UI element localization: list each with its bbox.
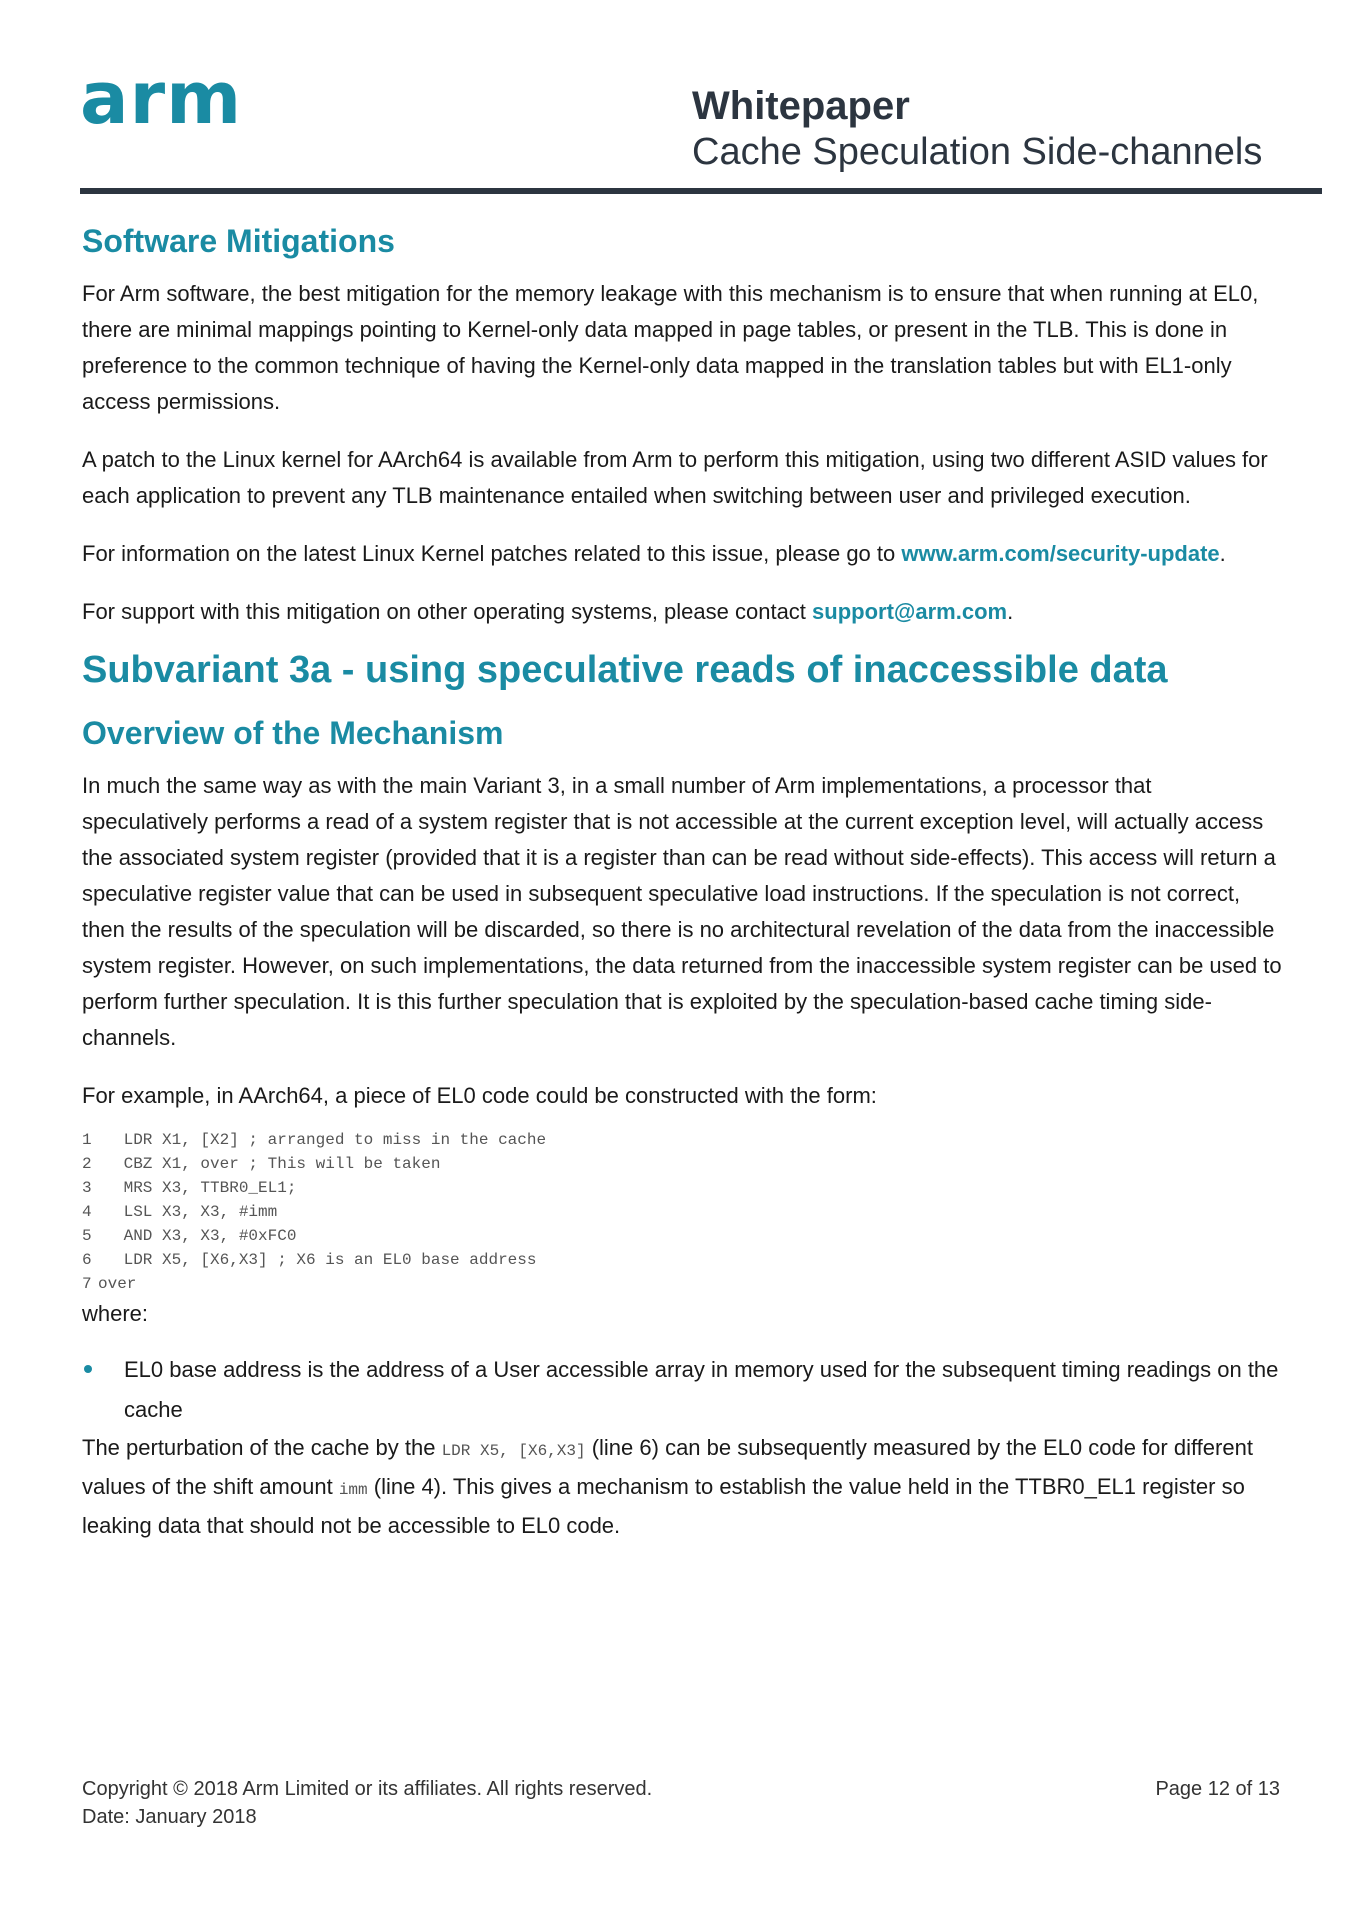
heading-software-mitigations: Software Mitigations (82, 223, 395, 259)
code-text: MRS X3, TTBR0_EL1; (114, 1179, 297, 1197)
bullet-text: EL0 base address is the address of a User accessible array in memory used for the subsequent timing readings on the cache (124, 1357, 1279, 1422)
line-number: 3 (82, 1179, 92, 1197)
line-number: 1 (82, 1131, 92, 1149)
code-line (82, 1248, 1282, 1272)
paragraph (82, 1430, 1282, 1544)
text-run: The perturbation of the cache by the (82, 1435, 442, 1460)
code-text: CBZ X1, over ; This will be taken (114, 1155, 441, 1173)
footer-copyright: Copyright © 2018 Arm Limited or its affiliates. All rights reserved. (82, 1778, 653, 1800)
bullet-icon (84, 1365, 92, 1373)
line-number: 5 (82, 1227, 92, 1245)
line-number: 2 (82, 1155, 92, 1173)
footer-date: Date: January 2018 (82, 1806, 257, 1828)
line-number: 4 (82, 1203, 92, 1221)
header-subtitle: Cache Speculation Side-channels (692, 131, 1263, 173)
text-run: For information on the latest Linux Kernel patches related to this issue, please go to (82, 541, 902, 566)
heading-overview-mechanism: Overview of the Mechanism (82, 715, 504, 751)
code-text: over (98, 1275, 137, 1293)
text-run: (line 6) can be subsequently measured by the EL0 code for different values of the shift amount (82, 1435, 1253, 1499)
paragraph: For example, in AArch64, a piece of EL0 code could be constructed with the form: (82, 1083, 877, 1108)
footer-left (82, 1775, 652, 1831)
document-body (82, 218, 1282, 1544)
where-label: where: (82, 1301, 149, 1326)
code-line (82, 1200, 1282, 1224)
code-block (82, 1128, 1282, 1296)
code-line (82, 1128, 1282, 1152)
paragraph: A patch to the Linux kernel for AArch64 is available from Arm to perform this mitigation, using two different ASID values for each application to prevent any TLB maintenance entailed when switching between user and privileged execution. (82, 447, 1268, 508)
code-text: LSL X3, X3, #imm (114, 1203, 278, 1221)
code-text: LDR X5, [X6,X3] ; X6 is an EL0 base address (114, 1251, 537, 1269)
code-line (82, 1176, 1282, 1200)
header-title: Whitepaper (692, 84, 910, 128)
line-number: 7 (82, 1275, 92, 1293)
list-item (82, 1350, 1282, 1430)
inline-code: imm (338, 1481, 368, 1499)
inline-code: LDR X5, [X6,X3] (441, 1442, 586, 1460)
paragraph: In much the same way as with the main Variant 3, in a small number of Arm implementations, a processor that speculatively performs a read of a system register that is not accessible at the current exception level, will actually access the associated system register (provided that it is a register than can be read without side-effects). This access will return a speculative register value that can be used in subsequent speculative load instructions. If the speculation is not correct, then the results of the speculation will be discarded, so there is no architectural revelation of the data from the inaccessible system register. However, on such implementations, the data returned from the inaccessible system register can be used to perform further speculation. It is this further speculation that is exploited by the speculation-based cache timing side-channels. (82, 773, 1282, 1050)
paragraph (82, 536, 1282, 572)
text-run: For support with this mitigation on other operating systems, please contact (82, 599, 813, 624)
header-rule (80, 188, 1322, 194)
heading-subvariant-3a: Subvariant 3a - using speculative reads of inaccessible data (82, 649, 1168, 691)
code-line (82, 1224, 1282, 1248)
text-run: . (1219, 541, 1226, 566)
text-run: (line 4). This gives a mechanism to establish the value held in the TTBR0_EL1 register so leaking data that should not be accessible to EL0 code. (82, 1474, 1245, 1538)
line-number: 6 (82, 1251, 92, 1269)
paragraph: For Arm software, the best mitigation for the memory leakage with this mechanism is to ensure that when running at EL0, there are minimal mappings pointing to Kernel-only data mapped in page tables, or present in the TLB. This is done in preference to the common technique of having the Kernel-only data mapped in the translation tables but with EL1-only access permissions. (82, 281, 1259, 414)
arm-logo: arm (80, 56, 243, 140)
text-run: . (1007, 599, 1014, 624)
support-email-link[interactable]: support@arm.com (812, 599, 1008, 624)
code-text: AND X3, X3, #0xFC0 (114, 1227, 297, 1245)
code-text: LDR X1, [X2] ; arranged to miss in the cache (114, 1131, 547, 1149)
security-update-link[interactable]: www.arm.com/security-update (901, 541, 1220, 566)
footer-page-number: Page 12 of 13 (1155, 1778, 1280, 1800)
code-line (82, 1152, 1282, 1176)
code-line (82, 1272, 1282, 1296)
paragraph (82, 594, 1282, 630)
